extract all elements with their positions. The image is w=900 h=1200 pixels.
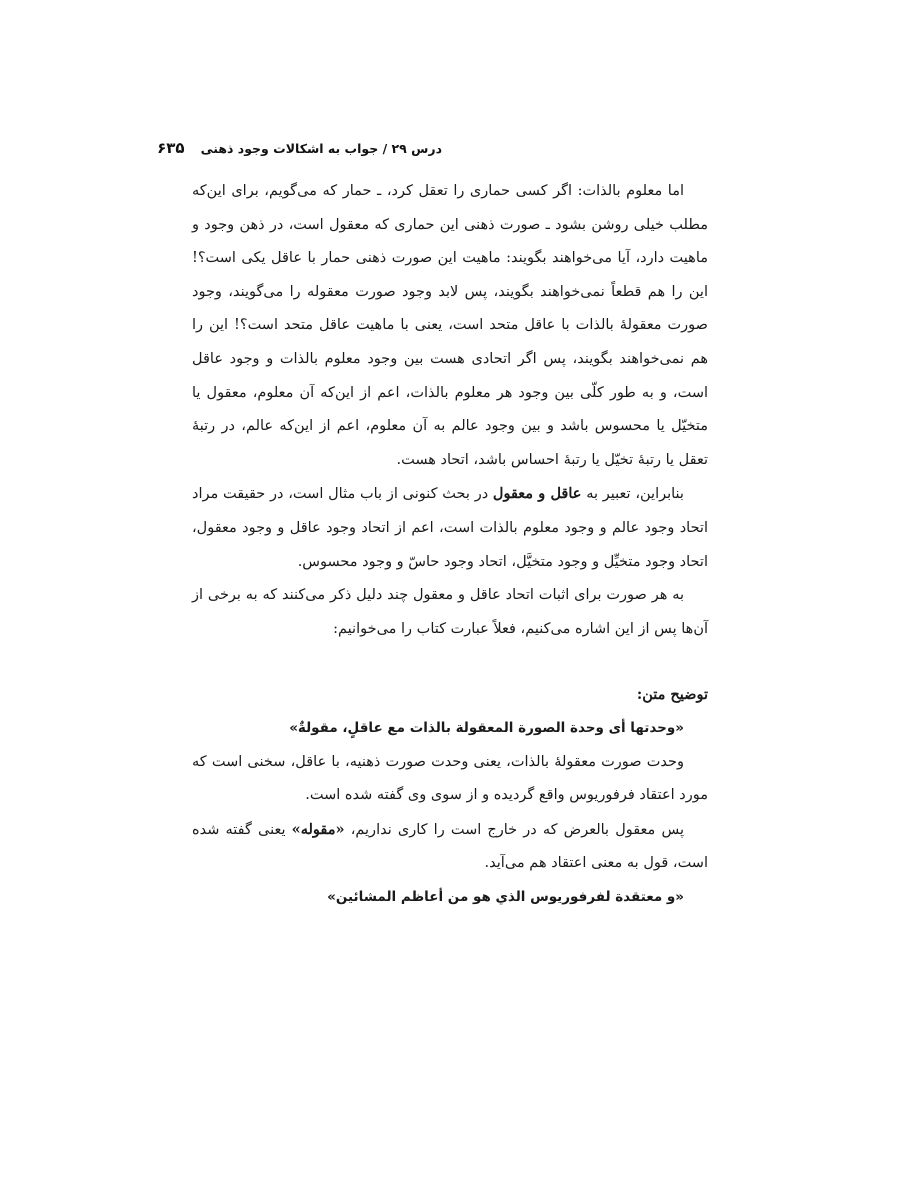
- paragraph-2: [192, 477, 708, 579]
- arabic-quote-1: «وحدتها أى وحدة الصورة المعقولة بالذات مع عاقلٍ، مقولةٌ»: [289, 719, 684, 736]
- paragraph-2-end: در بحث کنونی از باب مثال است، در حقیقت مراد اتحاد وجود عالم و وجود معلوم بالذات است، اعم از اتحاد وجود عاقل و وجود معقول، اتحاد وجود متخیِّل و وجود متخیَّل، اتحاد وجود حاسّ و وجود محسوس.: [192, 486, 708, 570]
- running-head-title: درس ۲۹ / جواب به اشکالات وجود ذهنی: [200, 140, 442, 156]
- section-heading: توضیح متن:: [636, 686, 708, 704]
- paragraph-5-bold-term: «مقوله»: [291, 820, 345, 838]
- paragraph-5-end: یعنی گفته شده است، قول به معنی اعتقاد هم می‌آید.: [192, 821, 708, 872]
- paragraph-5-start: پس معقول بالعرض که در خارج است را کاری نداریم،: [344, 821, 684, 838]
- paragraph-5: [192, 813, 708, 881]
- paragraph-1: اما معلوم بالذات: اگر کسی حماری را تعقل کرد، ـ حمار که می‌گویم، برای این‌که مطلب خیلی روشن بشود ـ صورت ذهنی این حماری که معقول است، در ذهن وجود و ماهیت دارد، آیا می‌خواهند بگویند: ماهیت این صورت ذهنی حمار با عاقل یکی است؟! این را هم قطعاً نمی‌خواهند بگویند، پس لابد وجود صورت معقوله را می‌گویند، وجود صورت معقولهٔ بالذات با عاقل متحد است، یعنی با ماهیت عاقل متحد است؟! این را هم نمی‌خواهند بگویند، پس اگر اتحادی هست بین وجود معلوم بالذات و وجود عاقل است، و به طور کلّی بین وجود هر معلوم بالذات، اعم از این‌که آن معلوم، معقول یا متخیّل یا محسوس باشد و بین وجود عالم به آن معلوم، اعم از این‌که عالم، در رتبهٔ تعقل یا رتبهٔ تخیّل یا رتبهٔ احساس باشد، اتحاد هست.: [192, 183, 708, 468]
- paragraph-4: وحدت صورت معقولهٔ بالذات، یعنی وحدت صورت ذهنیه، با عاقل، سخنی است که مورد اعتقاد فرفوریوس واقع گردیده و از سوی وی گفته شده است.: [192, 753, 708, 804]
- arabic-quote-2: «و معتقدة لفرفوريوس الذي هو من أعاظم المشائين»: [327, 888, 684, 905]
- section-gap: [192, 646, 708, 678]
- running-head: [157, 136, 442, 160]
- paragraph-2-start: بنابراین، تعبیر به: [581, 486, 684, 503]
- body-text: [192, 175, 708, 914]
- page-number: ۶۳۵: [157, 139, 185, 157]
- paragraph-2-bold-term: عاقل و معقول: [492, 485, 582, 503]
- paragraph-3: به هر صورت برای اثبات اتحاد عاقل و معقول چند دلیل ذکر می‌کنند که به برخی از آن‌ها پس از این اشاره می‌کنیم، فعلاً عبارت کتاب را می‌خوانیم:: [192, 587, 708, 637]
